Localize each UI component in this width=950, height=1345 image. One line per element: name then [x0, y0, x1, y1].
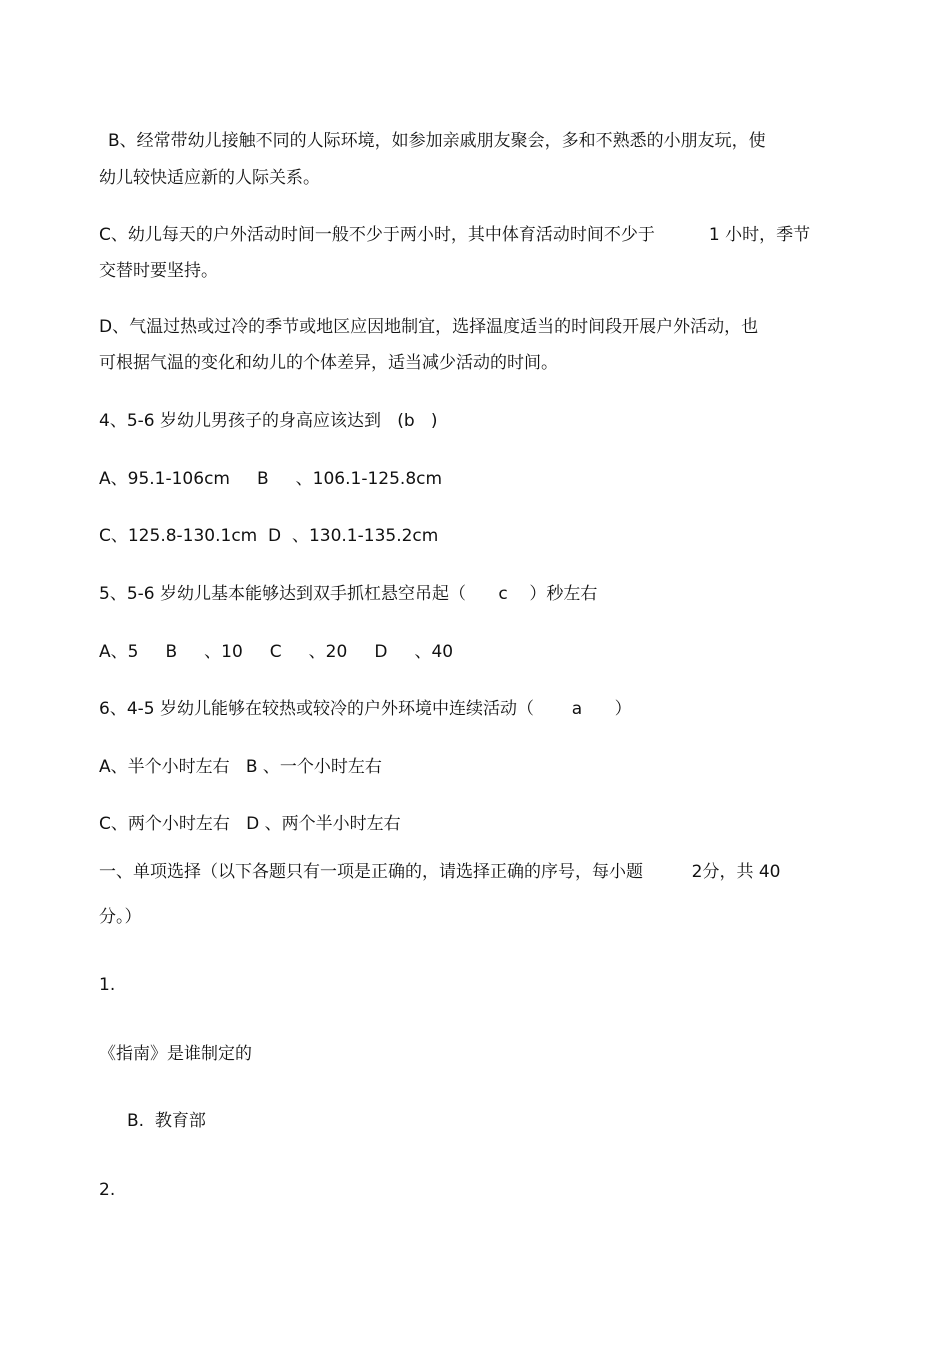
section-heading-line-2: 分。） — [99, 907, 142, 927]
question-5: 5、5-6 岁幼儿基本能够达到双手抓杠悬空吊起（ c ）秒左右 — [99, 584, 598, 604]
option-b-line-2: 幼儿较快适应新的人际关系。 — [99, 168, 320, 188]
question-4-options-ab: A、95.1-106cm B 、106.1-125.8cm — [99, 469, 443, 489]
question-4-options-cd: C、125.8-130.1cm D 、130.1-135.2cm — [99, 526, 439, 546]
item-number-1: 1. — [99, 975, 116, 995]
question-6: 6、4-5 岁幼儿能够在较热或较冷的户外环境中连续活动（ a ） — [99, 699, 632, 719]
question-6-options-ab: A、半个小时左右 B 、一个小时左右 — [99, 757, 382, 777]
question-5-options: A、5 B 、10 C 、20 D 、40 — [99, 642, 454, 662]
section-heading-line-1: 一、单项选择（以下各题只有一项是正确的，请选择正确的序号，每小题 2分，共 40 — [99, 862, 781, 882]
question-6-options-cd: C、两个小时左右 D 、两个半小时左右 — [99, 814, 401, 834]
question-4: 4、5-6 岁幼儿男孩子的身高应该达到 (b ) — [99, 411, 438, 431]
option-c-line-2: 交替时要坚持。 — [99, 261, 218, 281]
item-number-2: 2. — [99, 1180, 116, 1200]
option-d-line-1: D、气温过热或过冷的季节或地区应因地制宜，选择温度适当的时间段开展户外活动，也 — [99, 317, 759, 337]
option-b-line-1: B、经常带幼儿接触不同的人际环境，如参加亲戚朋友聚会，多和不熟悉的小朋友玩，使 — [108, 131, 766, 151]
item-1-answer: B. 教育部 — [127, 1111, 206, 1131]
option-c-line-1: C、幼儿每天的户外活动时间一般不少于两小时，其中体育活动时间不少于 1 小时，季节 — [99, 225, 811, 245]
option-d-line-2: 可根据气温的变化和幼儿的个体差异，适当减少活动的时间。 — [99, 353, 558, 373]
item-1-question: 《指南》是谁制定的 — [99, 1044, 252, 1064]
